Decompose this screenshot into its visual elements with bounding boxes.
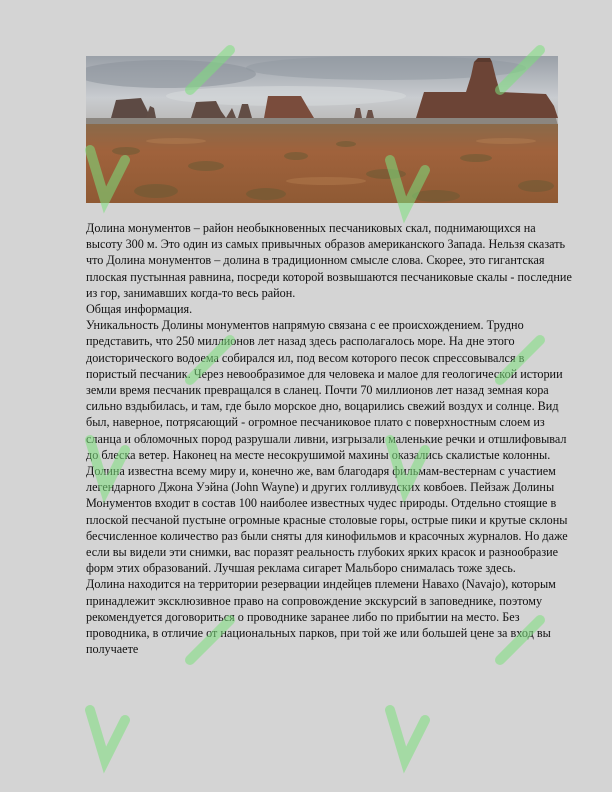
paragraph-fame: Долина известна всему миру и, конечно же, вам благодаря фильмам-вестернам с участием легендарного Джона Уэйна (John Wayne) и других голливудских ковбоев. Пейзаж Долины Монументов входит в состав 100 наиболее известных чудес природы. Отдельно стоящие в плоской песчаной пустыне огромные красные столовые горы, острые пики и крутые склоны бесчисленное количество раз были сняты для кинофильмов и красочных журналов. Но даже если вы видели эти снимки, вас поразят реальность глубоких ярких красок и разнообразие форм этих образований. Лучшая реклама сигарет Мальборо снималась тоже здесь. [86, 464, 568, 576]
paragraph-navajo: Долина находится на территории резервации индейцев племени Навахо (Navajo), которым принадлежит эксклюзивное право на сопровождение экскурсий в заповеднике, поэтому рекомендуется договориться о проводнике заранее либо по прибытии на место. Без проводника, в отличие от национальных парков, при той же или большей цене за вход вы получаете [86, 577, 556, 657]
heading-general-info: Общая информация. [86, 302, 193, 317]
monument-valley-photo [86, 56, 558, 203]
watermark-icon [380, 700, 440, 780]
paragraph-intro: Долина монументов – район необыкновенных песчаниковых скал, поднимающихся на высоту 300 м. Это один из самых привычных образов американского Запада. Нельзя сказать что Долина монументов – долина в традиционном смысле слова. Скорее, это гигантская плоская пустынная равнина, посреди которой возвышаются песчаниковые скалы - последние из гор, занимавших когда-то весь район. [86, 221, 572, 300]
article-text [86, 220, 572, 657]
paragraph-origin: Уникальность Долины монументов напрямую связана с ее происхождением. Трудно представить, что 250 миллионов лет назад здесь располагалось море. На дне этого доисторического водоема собирался ил, под весом которого песок спрессовывался в пористый песчаник. Через невообразимое для человека и малое для геологической истории земли время песчаник превращался в сланец. Почти 70 миллионов лет назад земная кора сильно вздыбилась, и там, где было морское дно, воцарились свежий воздух и солнце. Вид был, наверное, потрясающий - огромное песчаниковое плато с поверхностным слоем из сланца и обломочных пород разрушали ливни, изгрызали маленькие речки и отшлифовывал до блеска ветер. Наконец на месте несокрушимой махины оказались скалистые колонны. [86, 318, 567, 462]
watermark-icon [80, 700, 140, 780]
